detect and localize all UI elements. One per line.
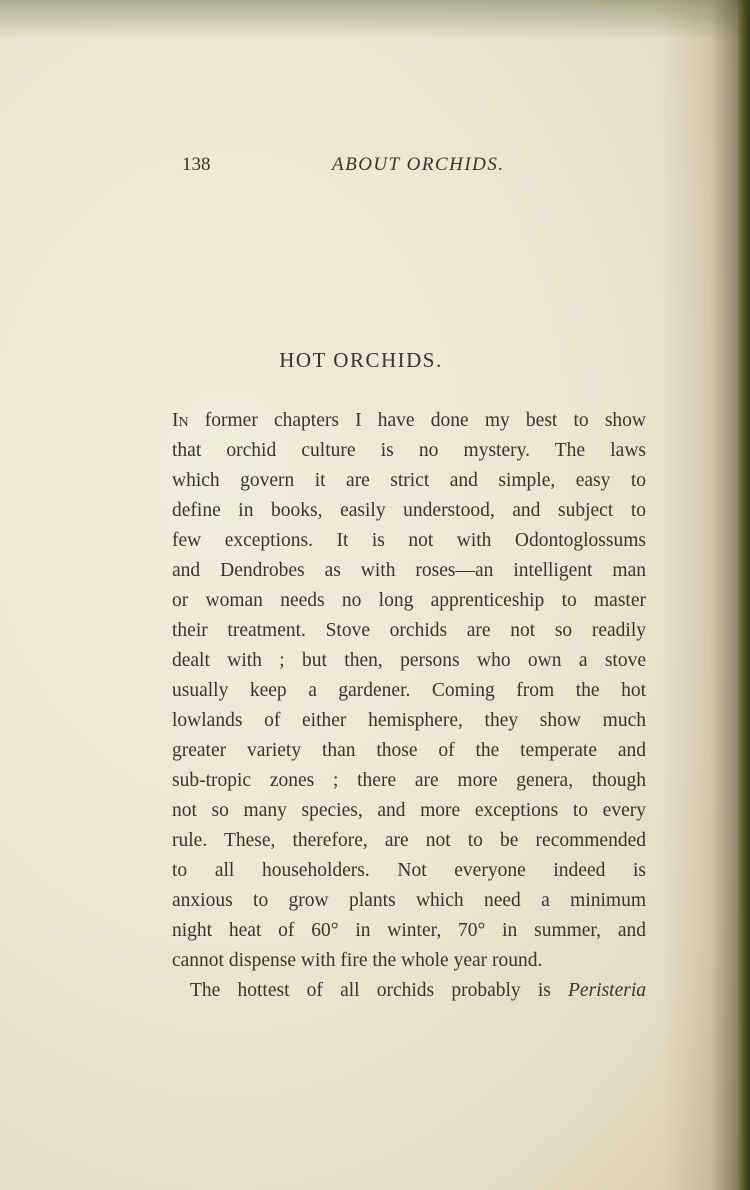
body-text (172, 406, 646, 1006)
line-text: former chapters I have done my best to show (188, 410, 646, 431)
text-line: not so many species, and more exceptions to every (172, 800, 646, 821)
text-line: night heat of 60° in winter, 70° in summer, and (172, 920, 646, 941)
text-line: cannot dispense with fire the whole year round. (172, 950, 543, 971)
drop-lead-word: In (172, 410, 189, 431)
text-line: few exceptions. It is not with Odontoglossums (172, 530, 646, 551)
text-line: define in books, easily understood, and subject to (172, 500, 646, 521)
page-edge (738, 0, 750, 1190)
text-line: their treatment. Stove orchids are not so readily (172, 620, 646, 641)
text-line: usually keep a gardener. Coming from the hot (172, 680, 646, 701)
text-line (172, 406, 646, 436)
text-line: rule. These, therefore, are not to be recommended (172, 830, 646, 851)
chapter-title (0, 348, 750, 373)
text-line: that orchid culture is no mystery. The laws (172, 440, 646, 461)
text-line: dealt with ; but then, persons who own a stove (172, 650, 646, 671)
text-line: lowlands of either hemisphere, they show much (172, 710, 646, 731)
text-line: sub-tropic zones ; there are more genera, though (172, 770, 646, 791)
page-number: 138 (182, 154, 211, 175)
text-line: anxious to grow plants which need a minimum (172, 890, 646, 911)
text-line (172, 976, 646, 1006)
italic-word: Peristeria (568, 980, 646, 1001)
chapter-title-text: HOT ORCHIDS. (279, 348, 443, 372)
line-text: The hottest of all orchids probably is (190, 980, 568, 1001)
text-line: or woman needs no long apprenticeship to master (172, 590, 646, 611)
text-line: greater variety than those of the temperate and (172, 740, 646, 761)
text-line: and Dendrobes as with roses—an intelligent man (172, 560, 646, 581)
text-line: which govern it are strict and simple, easy to (172, 470, 646, 491)
running-head: ABOUT ORCHIDS. (332, 154, 505, 175)
page-header (182, 152, 512, 182)
text-line: to all householders. Not everyone indeed is (172, 860, 646, 881)
